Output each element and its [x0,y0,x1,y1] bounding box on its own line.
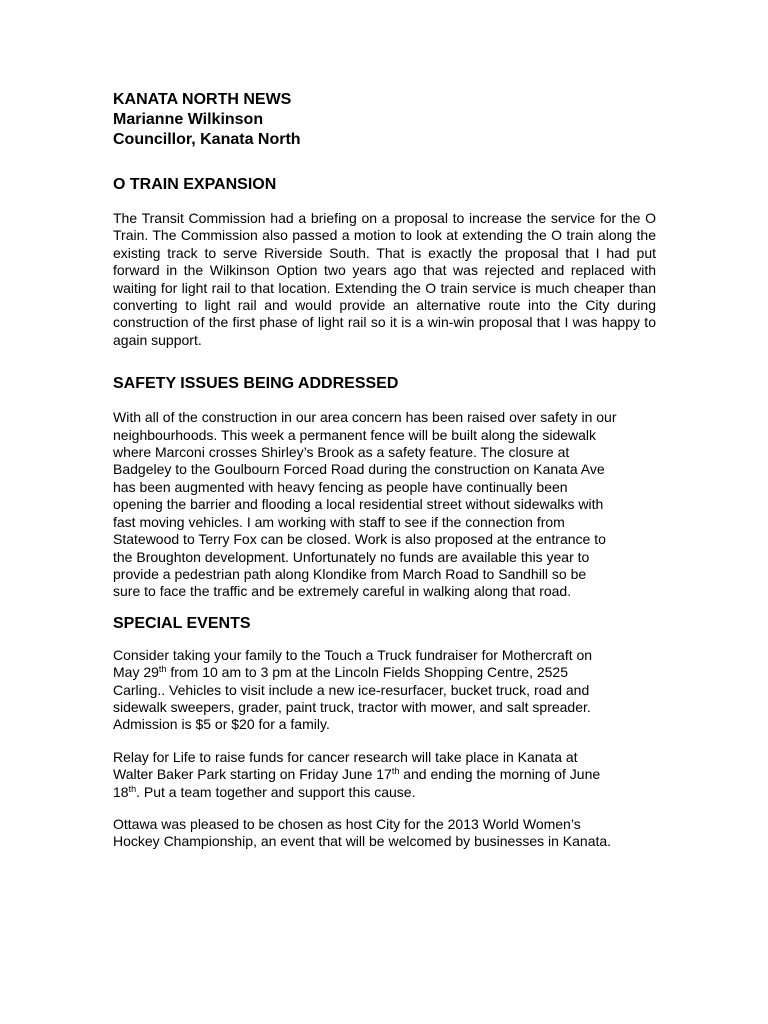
text-line: Relay for Life to raise funds for cancer research will take place in Kanata at [113,748,578,765]
text-fragment: 18 [113,783,129,800]
text-line: Ottawa was pleased to be chosen as host City for the 2013 World Women’s [113,815,581,832]
text-line: fast moving vehicles. I am working with staff to see if the connection from [113,513,565,530]
text-line: Statewood to Terry Fox can be closed. Work is also proposed at the entrance to [113,531,606,548]
ordinal-suffix: th [391,766,400,777]
paragraph-relay-for-life [113,749,656,801]
paragraph-touch-a-truck [113,647,656,734]
text-line: the Broughton development. Unfortunately no funds are available this year to [113,548,590,565]
text-line: sidewalk sweepers, grader, paint truck, tractor with mower, and salt spreader. [113,698,591,715]
text-line: Consider taking your family to the Touch a Truck fundraiser for Mothercraft on [113,646,593,663]
text-fragment: . Put a team together and support this cause. [136,783,416,800]
text-line: has been augmented with heavy fencing as people have continually been [113,478,568,495]
text-line: sure to face the traffic and be extremely careful in walking along that road. [113,583,572,600]
document-page [113,90,656,851]
author-role: Councillor, Kanata North [113,131,301,148]
ordinal-suffix: th [128,783,137,794]
text-line: opening the barrier and flooding a local residential street without sidewalks with [113,496,604,513]
text-line: Hockey Championship, an event that will be welcomed by businesses in Kanata. [113,833,612,850]
paragraph-hockey-championship [113,816,656,851]
text-line: provide a pedestrian path along Klondike from March Road to Sandhill so be [113,565,587,582]
section-title-o-train: O TRAIN EXPANSION [113,176,277,193]
masthead [113,90,656,150]
text-fragment: and ending the morning of June [399,766,601,783]
text-line: Admission is $5 or $20 for a family. [113,716,330,733]
text-fragment: May 29 [113,664,159,681]
section-body-safety [113,409,656,600]
ordinal-suffix: th [158,664,167,675]
text-fragment: Walter Baker Park starting on Friday June 17 [113,766,392,783]
text-line: Badgeley to the Goulbourn Forced Road during the construction on Kanata Ave [113,461,605,478]
author-name: Marianne Wilkinson [113,111,264,128]
text-fragment: from 10 am to 3 pm at the Lincoln Fields Shopping Centre, 2525 [166,664,569,681]
section-body-o-train: The Transit Commission had a briefing on a proposal to increase the service for the O Train. The Commission also passed a motion to look at extending the O train along the existing track to serve Riverside South. That is exactly the proposal that I had put forward in the Wilkinson Option two years ago that was rejected and replaced with waiting for light rail to that location. Extending the O train service is much cheaper than converting to light rail and would provide an alternative route into the City during construction of the first phase of light rail so it is a win-win proposal that I was happy to again support. [113,210,656,348]
text-line: With all of the construction in our area concern has been raised over safety in our [113,409,617,426]
section-title-special-events: SPECIAL EVENTS [113,614,251,632]
section-title-safety: SAFETY ISSUES BEING ADDRESSED [113,375,399,393]
text-line: neighbourhoods. This week a permanent fence will be built along the sidewalk [113,426,597,443]
newsletter-title: KANATA NORTH NEWS [113,91,292,108]
text-line: Carling.. Vehicles to visit include a new ice-resurfacer, bucket truck, road and [113,681,590,698]
text-line: where Marconi crosses Shirley’s Brook as a safety feature. The closure at [113,444,570,461]
